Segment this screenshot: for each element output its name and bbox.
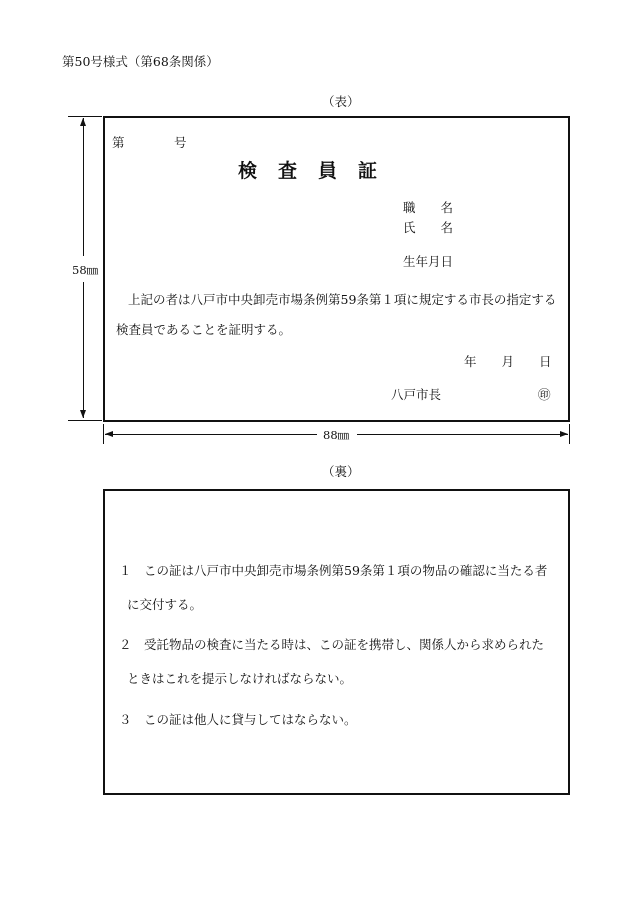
- front-body-line-1: 上記の者は八戸市中央卸売市場条例第59条第１項に規定する市長の指定する: [128, 292, 557, 307]
- back-heading: （裏）: [322, 464, 360, 479]
- seal-mark: ㊞: [538, 387, 551, 402]
- width-dimension-line-right: [357, 434, 568, 435]
- width-label: 88㎜: [323, 428, 350, 442]
- width-dimension-left-tick: [103, 424, 104, 444]
- back-item-1-line-1: １ この証は八戸市中央卸売市場条例第59条第１項の物品の確認に当たる者: [119, 563, 548, 578]
- back-item-1-line-2: に交付する。: [127, 597, 203, 612]
- field-name-label: 氏 名: [403, 220, 454, 235]
- field-position-label: 職 名: [403, 200, 454, 215]
- height-label: 58㎜: [72, 263, 99, 277]
- front-body-line-2: 検査員であることを証明する。: [116, 322, 292, 337]
- back-item-3-line-1: ３ この証は他人に貸与してはならない。: [119, 712, 357, 727]
- height-arrow-up-icon: [80, 118, 86, 126]
- number-prefix: 第: [112, 135, 125, 150]
- field-birthdate-label: 生年月日: [403, 254, 454, 269]
- form-title: 第50号様式（第68条関係）: [62, 54, 219, 69]
- width-dimension-right-tick: [569, 424, 570, 444]
- front-heading: （表）: [322, 94, 360, 109]
- card-title: 検 査 員 証: [238, 160, 379, 182]
- back-item-2-line-1: ２ 受託物品の検査に当たる時は、この証を携帯し、関係人から求められた: [119, 637, 545, 652]
- date-line: 年 月 日: [464, 354, 552, 369]
- number-suffix: 号: [174, 135, 187, 150]
- issuer-label: 八戸市長: [391, 387, 442, 402]
- width-dimension-line-left: [105, 434, 317, 435]
- back-item-2-line-2: ときはこれを提示しなければならない。: [127, 671, 353, 686]
- height-arrow-down-icon: [80, 410, 86, 418]
